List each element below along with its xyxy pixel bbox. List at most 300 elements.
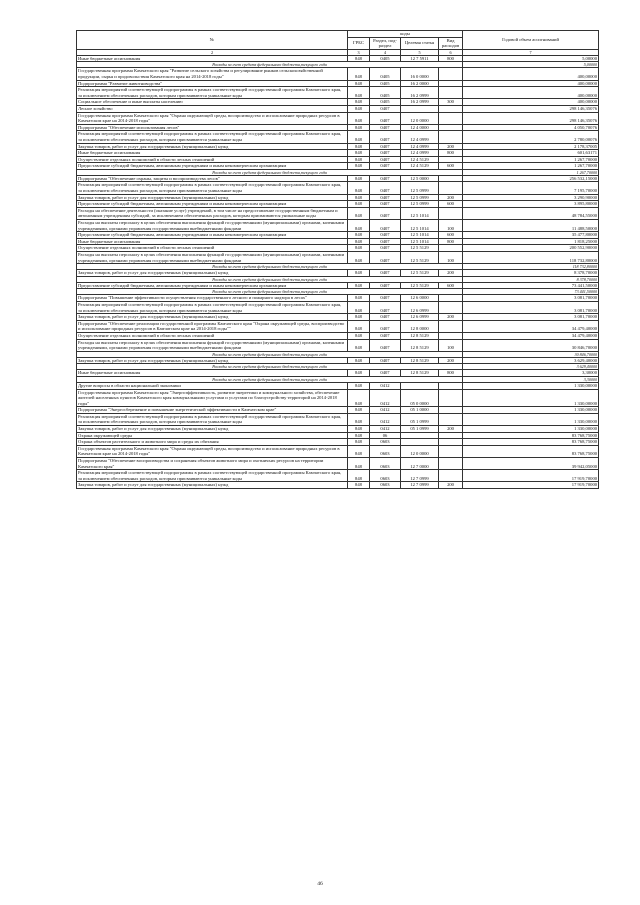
row-expense-type: 200 <box>439 194 463 201</box>
row-razdel: 0407 <box>370 124 401 131</box>
column-number: 6 <box>439 49 463 55</box>
column-number: 2 <box>77 49 348 55</box>
row-target-article: 12 7 0999 <box>401 470 439 482</box>
row-grbs: 848 <box>348 112 370 124</box>
row-target-article: 12 8 5129 <box>401 332 439 339</box>
federal-funds-sum: 8 378,70000 <box>463 276 599 282</box>
row-grbs: 848 <box>348 220 370 232</box>
row-grbs: 848 <box>348 320 370 332</box>
row-grbs: 848 <box>348 295 370 302</box>
table-row <box>77 458 599 470</box>
budget-table <box>76 30 599 489</box>
row-sum: 256 532,15000 <box>463 175 599 182</box>
table-row <box>77 156 599 163</box>
row-target-article: 12 4 5129 <box>401 156 439 163</box>
row-name: Закупка товаров, работ и услуг для государственных (муниципальных) нужд <box>77 314 348 321</box>
table-row <box>77 68 599 80</box>
row-target-article: 16 0 0000 <box>401 68 439 80</box>
row-razdel: 0407 <box>370 370 401 377</box>
row-razdel: 0412 <box>370 426 401 433</box>
row-target-article <box>401 432 439 439</box>
row-target-article: 12 4 0999 <box>401 150 439 157</box>
table-row <box>77 105 599 112</box>
row-razdel: 0407 <box>370 270 401 277</box>
table-row <box>77 252 599 264</box>
row-expense-type: 200 <box>439 357 463 364</box>
row-target-article: 12 5 1014 <box>401 238 439 245</box>
row-sum: 35 477,80000 <box>463 232 599 239</box>
table-row <box>77 389 599 407</box>
row-grbs: 848 <box>348 80 370 87</box>
row-target-article: 12 7 0000 <box>401 458 439 470</box>
row-expense-type: 800 <box>439 370 463 377</box>
row-name: Осуществление отдельных полномочий в области лесных отношений <box>77 245 348 252</box>
row-sum: 17 919,70000 <box>463 482 599 489</box>
row-sum: 118 732,80000 <box>463 252 599 264</box>
row-razdel: 0407 <box>370 314 401 321</box>
row-razdel: 0407 <box>370 339 401 351</box>
row-grbs: 848 <box>348 232 370 239</box>
row-name: Осуществление отдельных полномочий в области лесных отношений <box>77 156 348 163</box>
row-target-article: 12 5 5129 <box>401 270 439 277</box>
table-row <box>77 182 599 194</box>
row-sum: 34 479,40000 <box>463 320 599 332</box>
row-grbs: 848 <box>348 314 370 321</box>
row-name: Реализация мероприятий соответствующей подпрограммы в рамках соответствующей государственной программы Камчатского края, за исключением обеспеченных расходов, которым присваиваются уникальные коды <box>77 470 348 482</box>
row-target-article: 16 2 0000 <box>401 80 439 87</box>
federal-funds-sum: 73 441,50000 <box>463 289 599 295</box>
table-row <box>77 194 599 201</box>
row-sum: 5,00000 <box>463 55 599 62</box>
row-razdel: 0405 <box>370 55 401 62</box>
row-razdel: 0407 <box>370 194 401 201</box>
row-sum: 400,00000 <box>463 80 599 87</box>
table-row <box>77 301 599 313</box>
row-grbs: 848 <box>348 432 370 439</box>
row-name: Закупка товаров, работ и услуг для государственных (муниципальных) нужд <box>77 194 348 201</box>
row-razdel: 0603 <box>370 470 401 482</box>
row-razdel: 0407 <box>370 105 401 112</box>
row-expense-type: 600 <box>439 163 463 170</box>
row-target-article: 16 2 0999 <box>401 87 439 99</box>
column-number: 4 <box>370 49 401 55</box>
row-target-article: 12 8 5129 <box>401 370 439 377</box>
row-razdel: 0603 <box>370 482 401 489</box>
row-target-article: 05 1 0999 <box>401 413 439 425</box>
row-grbs: 848 <box>348 143 370 150</box>
row-name: Иные бюджетные ассигнования <box>77 238 348 245</box>
row-sum: 30 846,70000 <box>463 339 599 351</box>
row-name: Иные бюджетные ассигнования <box>77 55 348 62</box>
row-razdel: 0407 <box>370 238 401 245</box>
row-grbs: 848 <box>348 245 370 252</box>
row-sum: 3 081,70000 <box>463 314 599 321</box>
row-razdel: 0405 <box>370 80 401 87</box>
row-name: Предоставление субсидий бюджетным, автономным учреждениям и иным некоммерческим организациям <box>77 232 348 239</box>
row-grbs: 848 <box>348 339 370 351</box>
table-row <box>77 163 599 170</box>
row-razdel: 0412 <box>370 413 401 425</box>
row-grbs: 848 <box>348 182 370 194</box>
row-name: Охрана объектов растительного и животного мира и среды их обитания <box>77 439 348 446</box>
row-razdel: 0603 <box>370 458 401 470</box>
table-row <box>77 112 599 124</box>
federal-funds-sum: 118 732,80000 <box>463 264 599 270</box>
row-expense-type <box>439 470 463 482</box>
table-row <box>77 314 599 321</box>
row-razdel: 0407 <box>370 150 401 157</box>
row-target-article: 12 5 5129 <box>401 245 439 252</box>
row-sum: 400,00000 <box>463 68 599 80</box>
table-row <box>77 445 599 457</box>
row-grbs: 848 <box>348 207 370 219</box>
row-expense-type: 600 <box>439 201 463 208</box>
row-grbs: 848 <box>348 332 370 339</box>
table-row <box>77 238 599 245</box>
row-expense-type <box>439 87 463 99</box>
row-razdel: 0407 <box>370 301 401 313</box>
federal-funds-sum: 5,00000 <box>463 62 599 68</box>
table-row <box>77 201 599 208</box>
table-body <box>77 49 599 488</box>
row-sum: 1 818,25000 <box>463 238 599 245</box>
row-razdel: 0405 <box>370 99 401 106</box>
row-name: Закупка товаров, работ и услуг для государственных (муниципальных) нужд <box>77 270 348 277</box>
table-row <box>77 470 599 482</box>
row-sum: 3 895,80000 <box>463 201 599 208</box>
row-expense-type <box>439 295 463 302</box>
table-row <box>77 245 599 252</box>
row-expense-type: 200 <box>439 314 463 321</box>
row-razdel: 0407 <box>370 295 401 302</box>
federal-funds-label: Расходы за счет средств федерального бюджета,текущего года <box>77 364 463 370</box>
row-expense-type <box>439 175 463 182</box>
row-razdel: 0405 <box>370 87 401 99</box>
table-row <box>77 382 599 389</box>
page-number: 46 <box>317 881 323 887</box>
column-number: 3 <box>348 49 370 55</box>
table-row <box>77 80 599 87</box>
row-sum: 1 330,00000 <box>463 413 599 425</box>
row-target-article: 12 5 0999 <box>401 201 439 208</box>
row-name: Реализация мероприятий соответствующей подпрограммы в рамках соответствующей государственной программы Камчатского края, за исключением обеспеченных расходов, которым присваиваются уникальные коды <box>77 413 348 425</box>
row-expense-type: 100 <box>439 220 463 232</box>
row-expense-type <box>439 407 463 414</box>
row-target-article: 12 4 5129 <box>401 163 439 170</box>
federal-funds-label: Расходы за счет средств федерального бюджета,текущего года <box>77 376 463 382</box>
row-grbs: 848 <box>348 301 370 313</box>
row-sum: 3 629,40000 <box>463 357 599 364</box>
row-razdel: 0407 <box>370 182 401 194</box>
row-grbs: 848 <box>348 270 370 277</box>
row-target-article: 12 0 0000 <box>401 445 439 457</box>
row-expense-type <box>439 124 463 131</box>
column-number: 7 <box>463 49 599 55</box>
row-razdel: 0412 <box>370 382 401 389</box>
row-target-article: 12 7 0999 <box>401 482 439 489</box>
row-name: Государственная программа Камчатского края "Охрана окружающей среды, воспроизводство и использование природных ресурсов в Камчатском крае на 2014-2018 годы" <box>77 445 348 457</box>
row-name: Государственная программа Камчатского края "Охрана окружающей среды, воспроизводство и использование природных ресурсов в Камчатском крае на 2014-2018 годы" <box>77 112 348 124</box>
header-number: № <box>77 31 348 50</box>
row-sum: 1 330,00000 <box>463 407 599 414</box>
row-target-article <box>401 382 439 389</box>
header-vid: Вид расходов <box>439 37 463 49</box>
row-expense-type <box>439 156 463 163</box>
row-target-article: 12 4 0000 <box>401 124 439 131</box>
row-grbs: 848 <box>348 382 370 389</box>
row-grbs: 848 <box>348 282 370 289</box>
row-target-article: 12 5 1014 <box>401 232 439 239</box>
row-grbs: 848 <box>348 445 370 457</box>
table-row <box>77 357 599 364</box>
row-razdel: 0603 <box>370 439 401 446</box>
row-name: Подпрограмма "Энергосбережение и повышение энергетической эффективности в Камчатском крае" <box>77 407 348 414</box>
row-target-article: 12 0 0000 <box>401 112 439 124</box>
row-name: Иные бюджетные ассигнования <box>77 370 348 377</box>
row-razdel: 0412 <box>370 389 401 407</box>
row-razdel: 0407 <box>370 220 401 232</box>
row-expense-type <box>439 207 463 219</box>
header-target: Целевая статья <box>401 37 439 49</box>
federal-funds-sum: 1 267,70000 <box>463 169 599 175</box>
row-sum: 1 267,70000 <box>463 156 599 163</box>
row-name: Другие вопросы в области национальной экономики <box>77 382 348 389</box>
row-expense-type <box>439 112 463 124</box>
row-expense-type <box>439 432 463 439</box>
row-razdel: 0412 <box>370 407 401 414</box>
table-row <box>77 87 599 99</box>
row-expense-type: 800 <box>439 55 463 62</box>
row-sum: 48 784,55000 <box>463 207 599 219</box>
table-row <box>77 332 599 339</box>
row-target-article <box>401 105 439 112</box>
row-target-article: 05 1 0999 <box>401 426 439 433</box>
row-name: Расходы на выплаты персоналу в целях обеспечения выполнения функций государственными (муниципальными) органами, казенными учреждениями, органами управления государственными внебюджетными фондами <box>77 252 348 264</box>
row-target-article: 12 6 0999 <box>401 301 439 313</box>
row-grbs: 848 <box>348 389 370 407</box>
row-target-article: 12 4 0999 <box>401 131 439 143</box>
row-target-article: 12 7 5911 <box>401 55 439 62</box>
row-sum: 34 479,40000 <box>463 332 599 339</box>
row-sum: 3 081,70000 <box>463 301 599 313</box>
row-expense-type: 800 <box>439 238 463 245</box>
row-sum: 3 290,90000 <box>463 194 599 201</box>
row-name: Подпрограмма "Повышение эффективности осуществления государственного лесного и пожарного надзора в лесах" <box>77 295 348 302</box>
row-razdel: 0407 <box>370 357 401 364</box>
row-sum: 7 195,70000 <box>463 182 599 194</box>
row-sum: 298 146,35076 <box>463 112 599 124</box>
table-row <box>77 370 599 377</box>
row-name: Социальное обеспечение и иные выплаты населению <box>77 99 348 106</box>
federal-funds-sum: 3 629,40000 <box>463 364 599 370</box>
row-name: Подпрограмма "Обеспечение использования лесов" <box>77 124 348 131</box>
row-expense-type: 200 <box>439 143 463 150</box>
row-razdel: 0407 <box>370 143 401 150</box>
row-grbs: 848 <box>348 370 370 377</box>
row-expense-type <box>439 382 463 389</box>
row-name: Реализация мероприятий соответствующей подпрограммы в рамках соответствующей государственной программы Камчатского края, за исключением обеспеченных расходов, которым присваиваются уникальные коды <box>77 182 348 194</box>
row-razdel: 0407 <box>370 163 401 170</box>
row-grbs: 848 <box>348 55 370 62</box>
row-name: Подпрограмма "Обеспечение охраны, защиты и воспроизводства лесов" <box>77 175 348 182</box>
row-sum: 400,00000 <box>463 99 599 106</box>
row-expense-type <box>439 105 463 112</box>
row-name: Подпрограмма "Обеспечение воспроизводства и сохранения объектов животного мира и охотничьих ресурсов на территории Камчатского края" <box>77 458 348 470</box>
row-razdel: 0407 <box>370 232 401 239</box>
federal-funds-label: Расходы за счет средств федерального бюджета,текущего года <box>77 289 463 295</box>
row-razdel: 0407 <box>370 252 401 264</box>
table-row <box>77 320 599 332</box>
table-row <box>77 270 599 277</box>
federal-funds-label: Расходы за счет средств федерального бюджета,текущего года <box>77 276 463 282</box>
row-grbs: 848 <box>348 439 370 446</box>
budget-table-sheet <box>76 30 598 489</box>
row-expense-type <box>439 413 463 425</box>
table-row <box>77 282 599 289</box>
row-grbs: 848 <box>348 252 370 264</box>
row-expense-type: 100 <box>439 339 463 351</box>
row-razdel: 0407 <box>370 175 401 182</box>
row-expense-type <box>439 389 463 407</box>
row-name: Закупка товаров, работ и услуг для государственных (муниципальных) нужд <box>77 143 348 150</box>
row-grbs: 848 <box>348 175 370 182</box>
table-row <box>77 432 599 439</box>
row-target-article: 05 1 0000 <box>401 407 439 414</box>
row-sum: 11 488,50000 <box>463 220 599 232</box>
row-name: Закупка товаров, работ и услуг для государственных (муниципальных) нужд <box>77 426 348 433</box>
row-grbs: 848 <box>348 156 370 163</box>
row-target-article: 12 5 5129 <box>401 282 439 289</box>
header-annual-volume: Годовой объем ассигнований <box>463 31 599 50</box>
row-razdel: 0407 <box>370 131 401 143</box>
row-sum: 17 919,70000 <box>463 470 599 482</box>
row-razdel: 06 <box>370 432 401 439</box>
row-target-article: 12 8 5129 <box>401 339 439 351</box>
row-grbs: 848 <box>348 150 370 157</box>
row-grbs: 848 <box>348 201 370 208</box>
row-grbs: 848 <box>348 194 370 201</box>
federal-funds-label: Расходы за счет средств федерального бюджета,текущего года <box>77 351 463 357</box>
row-grbs: 848 <box>348 413 370 425</box>
federal-funds-label: Расходы за счет средств федерального бюджета,текущего года <box>77 264 463 270</box>
row-sum: 1 330,00000 <box>463 426 599 433</box>
row-grbs: 848 <box>348 482 370 489</box>
row-grbs: 848 <box>348 68 370 80</box>
row-sum: 1 267,70000 <box>463 163 599 170</box>
row-grbs: 848 <box>348 163 370 170</box>
row-expense-type <box>439 458 463 470</box>
row-grbs: 848 <box>348 470 370 482</box>
row-grbs: 848 <box>348 426 370 433</box>
row-name: Закупка товаров, работ и услуг для государственных (муниципальных) нужд <box>77 482 348 489</box>
row-grbs: 848 <box>348 99 370 106</box>
row-sum: 3 081,70000 <box>463 295 599 302</box>
row-razdel: 0407 <box>370 320 401 332</box>
table-row <box>77 413 599 425</box>
row-target-article: 12 5 0999 <box>401 194 439 201</box>
row-grbs: 848 <box>348 87 370 99</box>
row-name: Государственная программа Камчатского края "Развитие сельского хозяйства и регулирование рынков сельскохозяйственной продукции, сырья и продовольствия Камчатского края на 2014-2018 годы" <box>77 68 348 80</box>
row-target-article: 12 6 0999 <box>401 314 439 321</box>
table-row <box>77 55 599 62</box>
row-name: Осуществление отдельных полномочий в области лесных отношений <box>77 332 348 339</box>
row-target-article: 12 5 0000 <box>401 175 439 182</box>
table-row <box>77 124 599 131</box>
row-sum: 8 378,70000 <box>463 270 599 277</box>
row-expense-type: 800 <box>439 150 463 157</box>
row-target-article: 12 5 1014 <box>401 207 439 219</box>
row-name: Закупка товаров, работ и услуг для государственных (муниципальных) нужд <box>77 357 348 364</box>
row-sum: 83 768,75000 <box>463 439 599 446</box>
row-expense-type <box>439 445 463 457</box>
row-expense-type <box>439 68 463 80</box>
row-sum: 200 552,90000 <box>463 245 599 252</box>
row-target-article: 16 2 0999 <box>401 99 439 106</box>
table-row <box>77 143 599 150</box>
row-razdel: 0407 <box>370 332 401 339</box>
federal-funds-sum: 3,30000 <box>463 376 599 382</box>
row-expense-type: 600 <box>439 282 463 289</box>
row-name: Государственная программа Камчатского края "Энергоэффективность, развитие энергетики и коммунального хозяйства, обеспечение жителей населенных пунктов Камчатского края коммунальными услугами и услугами по благоустройству территорий на 2014-2018 годы" <box>77 389 348 407</box>
row-sum: 3,30000 <box>463 370 599 377</box>
row-expense-type <box>439 80 463 87</box>
table-row <box>77 439 599 446</box>
row-grbs: 848 <box>348 458 370 470</box>
row-expense-type <box>439 245 463 252</box>
row-expense-type <box>439 301 463 313</box>
row-name: Предоставление субсидий бюджетным, автономным учреждениям и иным некоммерческим организациям <box>77 163 348 170</box>
row-sum: 1 330,00000 <box>463 389 599 407</box>
row-sum: 298 146,35076 <box>463 105 599 112</box>
row-name: Реализация мероприятий соответствующей подпрограммы в рамках соответствующей государственной программы Камчатского края, за исключением обеспеченных расходов, которым присваиваются уникальные коды <box>77 301 348 313</box>
row-razdel: 0407 <box>370 112 401 124</box>
row-grbs: 848 <box>348 105 370 112</box>
row-sum: 73 441,50000 <box>463 282 599 289</box>
row-grbs: 848 <box>348 124 370 131</box>
table-row <box>77 482 599 489</box>
row-name: Расходы на обеспечение деятельности (оказание услуг) учреждений, в том числе на предоставление государственным бюджетным и автономным учреждениям субсидий, за исключением обеспеченных расходов, которым присваиваются уникальные коды <box>77 207 348 219</box>
row-sum: 1 330,00000 <box>463 382 599 389</box>
row-target-article: 12 5 1014 <box>401 220 439 232</box>
row-name: Предоставление субсидий бюджетным, автономным учреждениям и иным некоммерческим организациям <box>77 282 348 289</box>
row-sum: 2 780,00076 <box>463 131 599 143</box>
row-expense-type <box>439 320 463 332</box>
row-sum: 83 768,75000 <box>463 445 599 457</box>
row-sum: 400,00000 <box>463 87 599 99</box>
row-grbs: 848 <box>348 131 370 143</box>
row-name: Иные бюджетные ассигнования <box>77 150 348 157</box>
header-codes-group: коды <box>348 31 463 38</box>
row-target-article: 12 4 0999 <box>401 143 439 150</box>
row-target-article: 05 0 0000 <box>401 389 439 407</box>
row-razdel: 0407 <box>370 282 401 289</box>
table-row <box>77 407 599 414</box>
row-grbs: 848 <box>348 238 370 245</box>
row-name: Лесное хозяйство <box>77 105 348 112</box>
row-razdel: 0407 <box>370 201 401 208</box>
row-target-article: 12 5 0999 <box>401 182 439 194</box>
row-sum: 4 050,70076 <box>463 124 599 131</box>
table-row <box>77 150 599 157</box>
table-row <box>77 175 599 182</box>
row-name: Реализация мероприятий соответствующей подпрограммы в рамках соответствующей государственной программы Камчатского края, за исключением обеспеченных расходов, которым присваиваются уникальные коды <box>77 87 348 99</box>
row-expense-type <box>439 439 463 446</box>
row-name: Реализация мероприятий соответствующей подпрограммы в рамках соответствующей государственной программы Камчатского края, за исключением обеспеченных расходов, которым присваиваются уникальные коды <box>77 131 348 143</box>
row-razdel: 0407 <box>370 207 401 219</box>
table-row <box>77 232 599 239</box>
table-row <box>77 131 599 143</box>
row-expense-type <box>439 182 463 194</box>
